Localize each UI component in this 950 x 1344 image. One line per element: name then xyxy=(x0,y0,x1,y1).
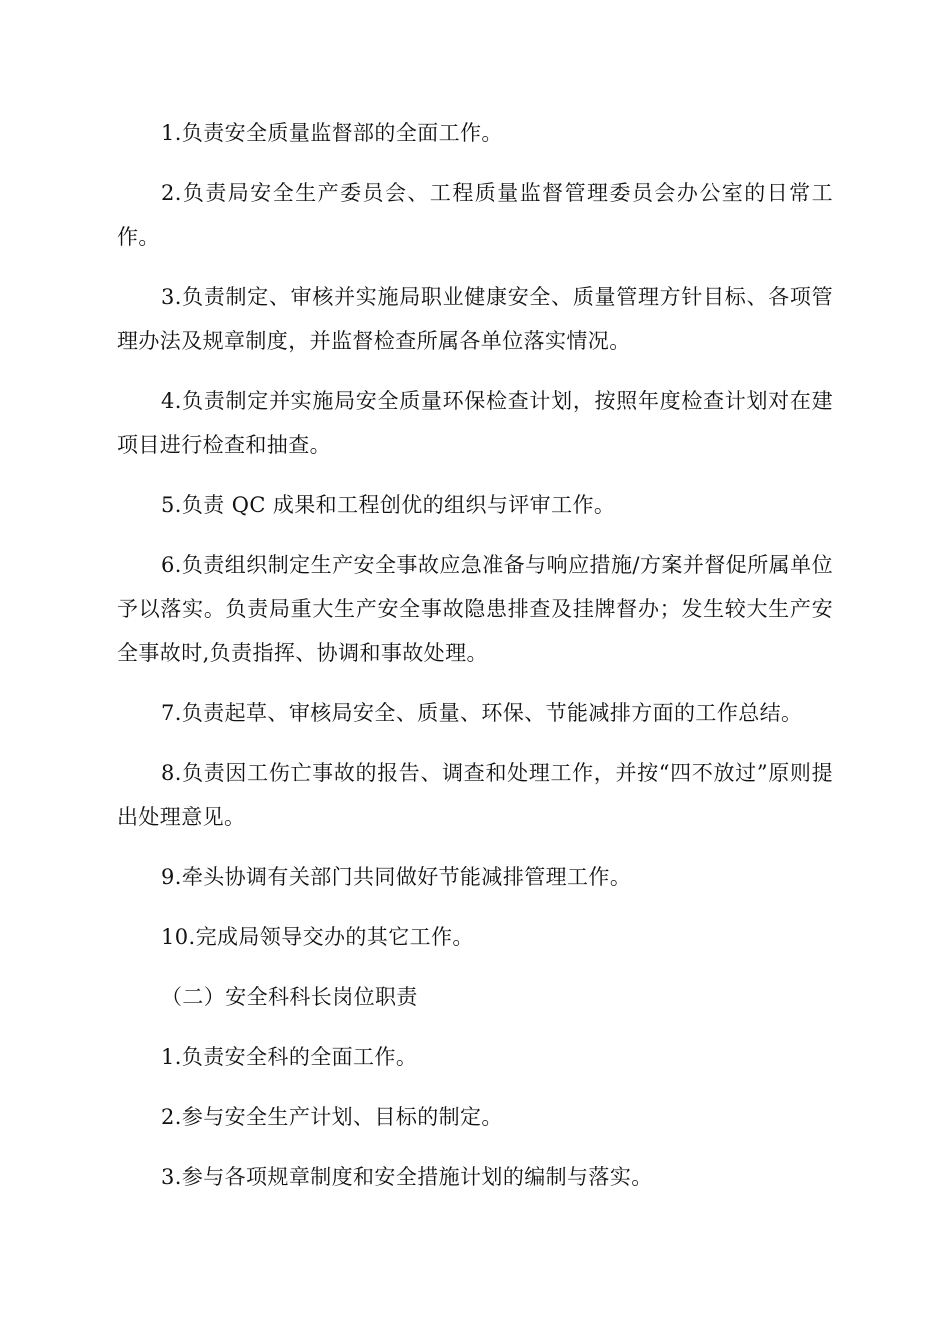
paragraph: 2.负责局安全生产委员会、工程质量监督管理委员会办公室的日常工作。 xyxy=(117,181,833,249)
paragraph: 10.完成局领导交办的其它工作。 xyxy=(161,925,474,949)
paragraph: 1.负责安全质量监督部的全面工作。 xyxy=(161,121,503,145)
paragraph: 7.负责起草、审核局安全、质量、环保、节能减排方面的工作总结。 xyxy=(161,701,803,725)
paragraph: 3.参与各项规章制度和安全措施计划的编制与落实。 xyxy=(161,1165,653,1189)
paragraph: 3.负责制定、审核并实施局职业健康安全、质量管理方针目标、各项管理办法及规章制度，并监督检查所属各单位落实情况。 xyxy=(117,285,833,353)
paragraph: 5.负责 QC 成果和工程创优的组织与评审工作。 xyxy=(161,493,616,517)
paragraph: 4.负责制定并实施局安全质量环保检查计划，按照年度检查计划对在建项目进行检查和抽查。 xyxy=(117,389,833,457)
paragraph: 9.牵头协调有关部门共同做好节能减排管理工作。 xyxy=(161,865,632,889)
paragraph: 2.参与安全生产计划、目标的制定。 xyxy=(161,1105,503,1129)
paragraph: 8.负责因工伤亡事故的报告、调查和处理工作，并按“四不放过”原则提出处理意见。 xyxy=(117,761,833,829)
paragraph: 1.负责安全科的全面工作。 xyxy=(161,1045,418,1069)
paragraph: 6.负责组织制定生产安全事故应急准备与响应措施/方案并督促所属单位予以落实。负责局重大生产安全事故隐患排查及挂牌督办；发生较大生产安全事故时,负责指挥、协调和事故处理。 xyxy=(117,553,833,665)
section-heading: （二）安全科科长岗位职责 xyxy=(161,985,418,1009)
document-body xyxy=(117,111,833,1215)
